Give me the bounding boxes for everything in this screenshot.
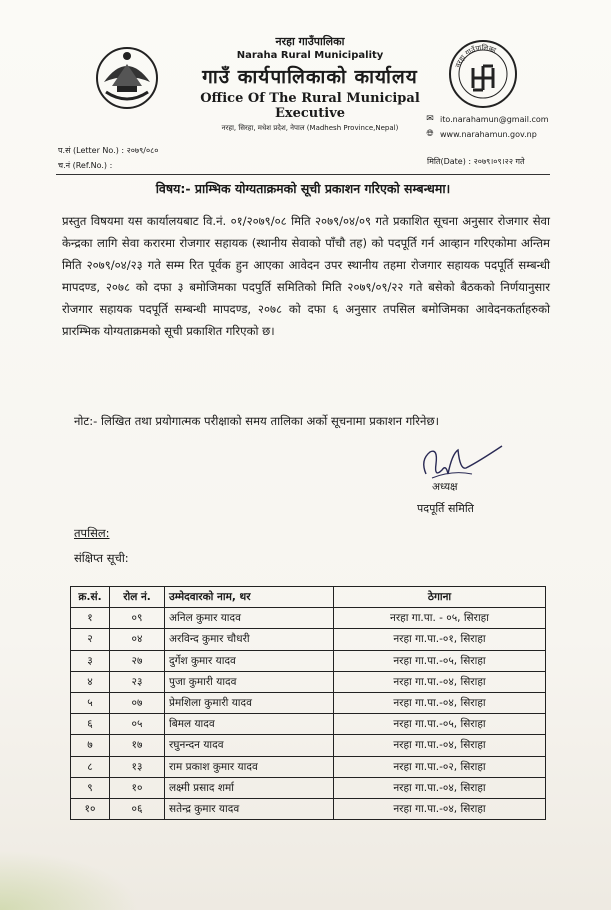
reference-number: च.नं (Ref.No.) : [58, 161, 113, 170]
cell-roll: ०४ [110, 629, 165, 650]
cell-address: नरहा गा.पा.-०४, सिराहा [334, 735, 546, 756]
table-row [71, 756, 546, 777]
office-name-np: गाउँ कार्यपालिकाको कार्यालय [202, 66, 418, 88]
cell-roll: २७ [110, 650, 165, 671]
cell-roll: १३ [110, 756, 165, 777]
cell-address: नरहा गा.पा.-०४, सिराहा [334, 777, 546, 798]
cell-serial: ६ [71, 714, 110, 735]
header-divider [56, 174, 550, 175]
candidate-table [70, 586, 546, 820]
cell-roll: २३ [110, 671, 165, 692]
cell-name: प्रेमशिला कुमारी यादव [165, 692, 334, 713]
letter-date: मिति(Date) : २०७९।०९।२२ गते [427, 157, 525, 166]
cell-roll: १७ [110, 735, 165, 756]
cell-name: रघुनन्दन यादव [165, 735, 334, 756]
table-row [71, 714, 546, 735]
table-row [71, 629, 546, 650]
page-shadow [0, 850, 140, 910]
cell-serial: ५ [71, 692, 110, 713]
cell-roll: ०६ [110, 798, 165, 819]
table-row [71, 608, 546, 629]
subject-line: विषय:- प्राम्भिक योग्यताक्रमको सूची प्रकाशन गरिएको सम्बन्धमा। [155, 181, 451, 196]
seal-text: नरहा गाउँपालिका [453, 43, 497, 69]
col-serial: क्र.सं. [71, 587, 110, 608]
cell-serial: ८ [71, 756, 110, 777]
cell-name: अरविन्द कुमार चौधरी [165, 629, 334, 650]
cell-name: लक्ष्मी प्रसाद शर्मा [165, 777, 334, 798]
table-row [71, 671, 546, 692]
cell-serial: ३ [71, 650, 110, 671]
cell-serial: ९ [71, 777, 110, 798]
cell-serial: ७ [71, 735, 110, 756]
mail-icon: ✉ [426, 114, 434, 124]
municipality-name-np: नरहा गाउँपालिका [275, 35, 345, 48]
table-row [71, 798, 546, 819]
municipality-name-en: Naraha Rural Municipality [236, 50, 384, 61]
handwritten-signature [412, 440, 504, 490]
cell-address: नरहा गा.पा. - ०५, सिराहा [334, 608, 546, 629]
cell-serial: १ [71, 608, 110, 629]
cell-address: नरहा गा.पा.-०४, सिराहा [334, 671, 546, 692]
website-text: www.narahamun.gov.np [440, 129, 537, 139]
col-roll: रोल नं. [110, 587, 165, 608]
cell-name: राम प्रकाश कुमार यादव [165, 756, 334, 777]
signatory-committee: पदपूर्ति समिति [417, 502, 474, 515]
cell-address: नरहा गा.पा.-०२, सिराहा [334, 756, 546, 777]
office-name-en: Office Of The Rural Municipal Executive [200, 91, 420, 121]
signatory-title: अध्यक्ष [432, 481, 458, 493]
globe-icon: 🌐︎ [426, 129, 434, 139]
email-row [425, 114, 549, 124]
cell-serial: १० [71, 798, 110, 819]
col-name: उम्मेदवारको नाम, थर [165, 587, 334, 608]
cell-name: पुजा कुमारी यादव [165, 671, 334, 692]
nepal-emblem-icon [92, 42, 162, 112]
cell-name: सतेन्द्र कुमार यादव [165, 798, 334, 819]
table-row [71, 735, 546, 756]
body-paragraph: प्रस्तुत विषयमा यस कार्यालयबाट वि.नं. ०१/२०७९/०८ मिति २०७९/०४/०९ गते प्रकाशित सूचना अनुसार रोजगार सेवा केन्द्रका लागि सेवा करारमा रोजगार सहायक (स्थानीय सेवाको पाँचौ तह) को पदपूर्ति गर्न आव्हान गरिएकोमा अन्तिम मिति २०७९/०४/२३ गते सम्म रित पूर्वक हुन आएका आवेदन उपर स्थानीय तहमा रोजगार सहायक पदपूर्ति सम्बन्धी मापदण्ड, २०७८ को दफा ३ बमोजिमका पदपुर्ति समितिको मिति २०७९/०९/२२ गते बसेको बैठकको निर्णयानुसार रोजगार सहायक पदपूर्ति सम्बन्धी मापदण्ड, २०७८ को दफा ६ अनुसार तपसिल बमोजिमका आवेदनकर्ताहरुको प्रारम्भिक योग्यताक्रमको सूची प्रकाशित गरिएको छ। [62, 214, 550, 338]
website-row [425, 129, 549, 139]
cell-address: नरहा गा.पा.-०५, सिराहा [334, 650, 546, 671]
table-row [71, 777, 546, 798]
section-tapsil: तपसिल: [74, 526, 110, 540]
cell-address: नरहा गा.पा.-०४, सिराहा [334, 692, 546, 713]
cell-name: दुर्गेश कुमार यादव [165, 650, 334, 671]
municipality-seal-icon [447, 38, 519, 110]
contact-info [425, 114, 549, 144]
table-header-row [71, 587, 546, 608]
letter-number: प.सं (Letter No.) : २०७९/०८० [58, 146, 159, 155]
cell-serial: ४ [71, 671, 110, 692]
cell-roll: १० [110, 777, 165, 798]
table-row [71, 650, 546, 671]
cell-address: नरहा गा.पा.-०४, सिराहा [334, 798, 546, 819]
section-short-list: संक्षिप्त सूची: [74, 551, 129, 565]
letterhead [180, 34, 440, 133]
cell-roll: ०९ [110, 608, 165, 629]
cell-name: अनिल कुमार यादव [165, 608, 334, 629]
col-address: ठेगाना [334, 587, 546, 608]
cell-address: नरहा गा.पा.-०१, सिराहा [334, 629, 546, 650]
cell-roll: ०५ [110, 714, 165, 735]
email-text: ito.narahamun@gmail.com [440, 114, 549, 124]
office-address: नरहा, सिरहा, मधेश प्रदेश, नेपाल (Madhesh Province,Nepal) [221, 124, 399, 132]
cell-roll: ०७ [110, 692, 165, 713]
table-row [71, 692, 546, 713]
cell-address: नरहा गा.पा.-०५, सिराहा [334, 714, 546, 735]
note-line: नोट:- लिखित तथा प्रयोगात्मक परीक्षाको समय तालिका अर्को सूचनामा प्रकाशन गरिनेछ। [74, 414, 439, 428]
cell-serial: २ [71, 629, 110, 650]
cell-name: बिमल यादव [165, 714, 334, 735]
letter-meta [58, 143, 158, 173]
